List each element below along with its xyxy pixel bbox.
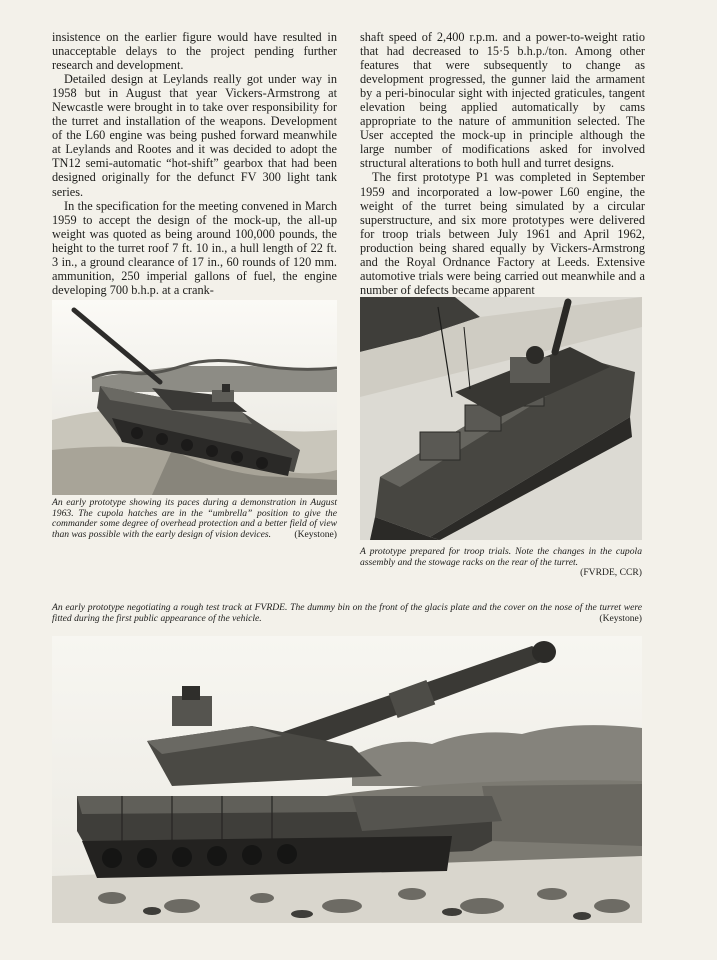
- photo-credit: (Keystone): [294, 529, 337, 541]
- right-text-column: [360, 30, 645, 297]
- caption-right-photo: [360, 547, 642, 579]
- photo-tank-on-rough-track: [52, 636, 642, 923]
- photo-credit: (Keystone): [599, 612, 642, 624]
- paragraph: Detailed design at Leylands really got under way in 1958 but in August that year Vickers-Armstrong at Newcastle were brought in to take over responsibility for the turret and installation of the weapons. Development of the L60 engine was being pushed forward meanwhile at Leylands and Rootes and it was decided to adopt the TN12 semi-automatic “hot-shift” gearbox that had been designed originally for the defunct FV 300 light tank series.: [52, 72, 337, 199]
- caption-text: A prototype prepared for troop trials. Note the changes in the cupola assembly and the stowage racks on the rear of the turret.: [360, 546, 642, 568]
- photo-tank-climbing-slope: [52, 300, 337, 495]
- left-text-column: [52, 30, 337, 297]
- photo-credit: (FVRDE, CCR): [580, 567, 642, 579]
- caption-text: An early prototype showing its paces during a demonstration in August 1963. The cupola hatches are in the “umbrella” position to give the commander some degree of overhead protection and a better field of view than was possible with the early design of vision devices.: [52, 497, 337, 541]
- paragraph: The first prototype P1 was completed in September 1959 and incorporated a low-power L60 engine, the weight of the turret being simulated by a circular superstructure, and six more prototypes were delivered for troop trials between July 1961 and April 1962, production being shared equally by Vickers-Armstrong and the Royal Ordnance Factory at Leeds. Extensive automotive trials were being carried out meanwhile and a number of defects became apparent: [360, 170, 645, 297]
- caption-text: An early prototype negotiating a rough test track at FVRDE. The dummy bin on the front of the glacis plate and the cover on the nose of the turret were fitted during the first public appearance of the vehicle.: [52, 602, 642, 624]
- caption-bottom-photo: [52, 603, 642, 624]
- caption-left-photo: [52, 498, 337, 541]
- photo-tank-top-view: [360, 297, 642, 540]
- paragraph: insistence on the earlier figure would have resulted in unacceptable delays to the project pending further research and development.: [52, 30, 337, 73]
- paragraph: shaft speed of 2,400 r.p.m. and a power-to-weight ratio that had decreased to 15·5 b.h.p./ton. Among other features that were subsequently to change as development progressed, the gunner laid the armament by a peri-binocular sight with injected graticules, tangent elevation being applied automatically by cams appropriate to the nature of ammunition selected. The User accepted the mock-up in principle although the large number of modifications asked for involved structural alterations to both hull and turret designs.: [360, 30, 645, 171]
- paragraph: In the specification for the meeting convened in March 1959 to accept the design of the mock-up, the all-up weight was quoted as being around 100,000 pounds, the height to the turret roof 7 ft. 10 in., a hull length of 22 ft. 3 in., a ground clearance of 17 in., 60 rounds of 120 mm. ammunition, 250 imperial gallons of fuel, the engine developing 700 b.h.p. at a crank-: [52, 198, 337, 297]
